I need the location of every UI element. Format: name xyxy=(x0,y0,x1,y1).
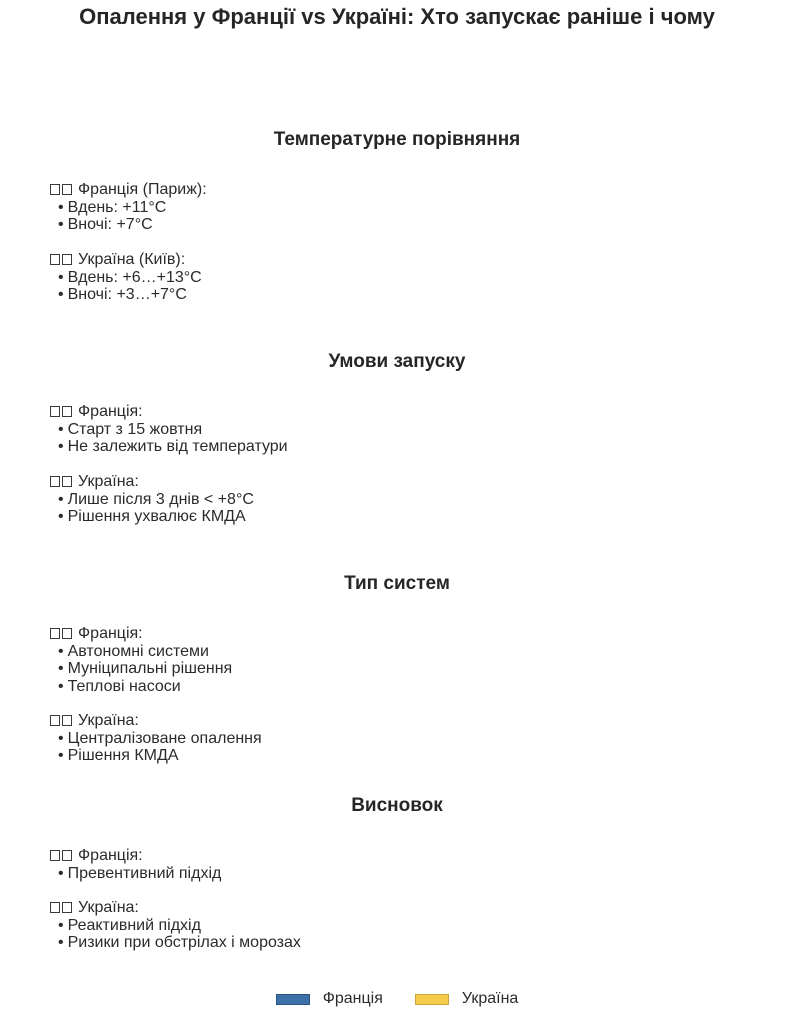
country-label: Франція: xyxy=(50,847,221,865)
list-item: • Ризики при обстрілах і морозах xyxy=(58,934,301,951)
list-item: • Рішення ухвалює КМДА xyxy=(58,508,246,525)
bullet-list xyxy=(50,643,232,696)
flag-icon xyxy=(50,847,74,865)
legend-swatch xyxy=(415,994,449,1005)
country-group-ukraine xyxy=(50,473,254,526)
country-label: Україна: xyxy=(50,712,262,730)
list-item: • Теплові насоси xyxy=(58,677,181,695)
flag-icon xyxy=(50,625,74,643)
section-heading: Висновок xyxy=(351,795,443,816)
bullet-list xyxy=(50,917,301,952)
list-item: • Вдень: +11°C xyxy=(58,198,167,216)
bullet-list xyxy=(50,865,221,883)
legend xyxy=(0,990,794,1008)
bullet-list xyxy=(50,421,288,456)
list-item: • Вночі: +7°C xyxy=(58,216,153,233)
section-heading: Температурне порівняння xyxy=(273,129,521,150)
country-label: Україна: xyxy=(50,899,301,917)
country-group-france xyxy=(50,847,221,882)
country-group-ukraine xyxy=(50,899,301,952)
country-group-france xyxy=(50,181,207,234)
country-group-france xyxy=(50,403,288,456)
list-item: • Реактивний підхід xyxy=(58,916,201,934)
flag-icon xyxy=(50,899,74,917)
flag-icon xyxy=(50,251,74,269)
legend-item-ukraine xyxy=(415,990,518,1008)
flag-icon xyxy=(50,712,74,730)
legend-label: Україна xyxy=(461,990,519,1007)
legend-item-france xyxy=(276,990,383,1008)
legend-label: Франція xyxy=(322,990,383,1007)
section-heading: Умови запуску xyxy=(328,351,466,372)
list-item: • Централізоване опалення xyxy=(58,729,262,747)
list-item: • Старт з 15 жовтня xyxy=(58,420,203,438)
flag-icon xyxy=(50,181,74,199)
section-heading: Тип систем xyxy=(344,573,450,594)
list-item: • Муніципальні рішення xyxy=(58,660,233,677)
country-group-ukraine xyxy=(50,712,262,765)
list-item: • Вночі: +3…+7°C xyxy=(58,286,187,303)
list-item: • Рішення КМДА xyxy=(58,747,179,764)
list-item: • Вдень: +6…+13°C xyxy=(58,268,202,286)
country-group-france xyxy=(50,625,232,695)
bullet-list xyxy=(50,730,262,765)
bullet-list xyxy=(50,199,207,234)
page-title: Опалення у Франції vs Україні: Хто запускає раніше і чому xyxy=(79,4,715,29)
list-item: • Лише після 3 днів < +8°C xyxy=(58,490,254,508)
country-label: Україна: xyxy=(50,473,254,491)
bullet-list xyxy=(50,269,202,304)
legend-swatch xyxy=(276,994,310,1005)
bullet-list xyxy=(50,491,254,526)
list-item: • Не залежить від температури xyxy=(58,438,288,455)
country-label: Франція: xyxy=(50,403,288,421)
country-label: Україна (Київ): xyxy=(50,251,202,269)
list-item: • Автономні системи xyxy=(58,642,209,660)
country-label: Франція: xyxy=(50,625,232,643)
country-group-ukraine xyxy=(50,251,202,304)
list-item: • Превентивний підхід xyxy=(58,864,222,882)
flag-icon xyxy=(50,403,74,421)
country-label: Франція (Париж): xyxy=(50,181,207,199)
flag-icon xyxy=(50,473,74,491)
